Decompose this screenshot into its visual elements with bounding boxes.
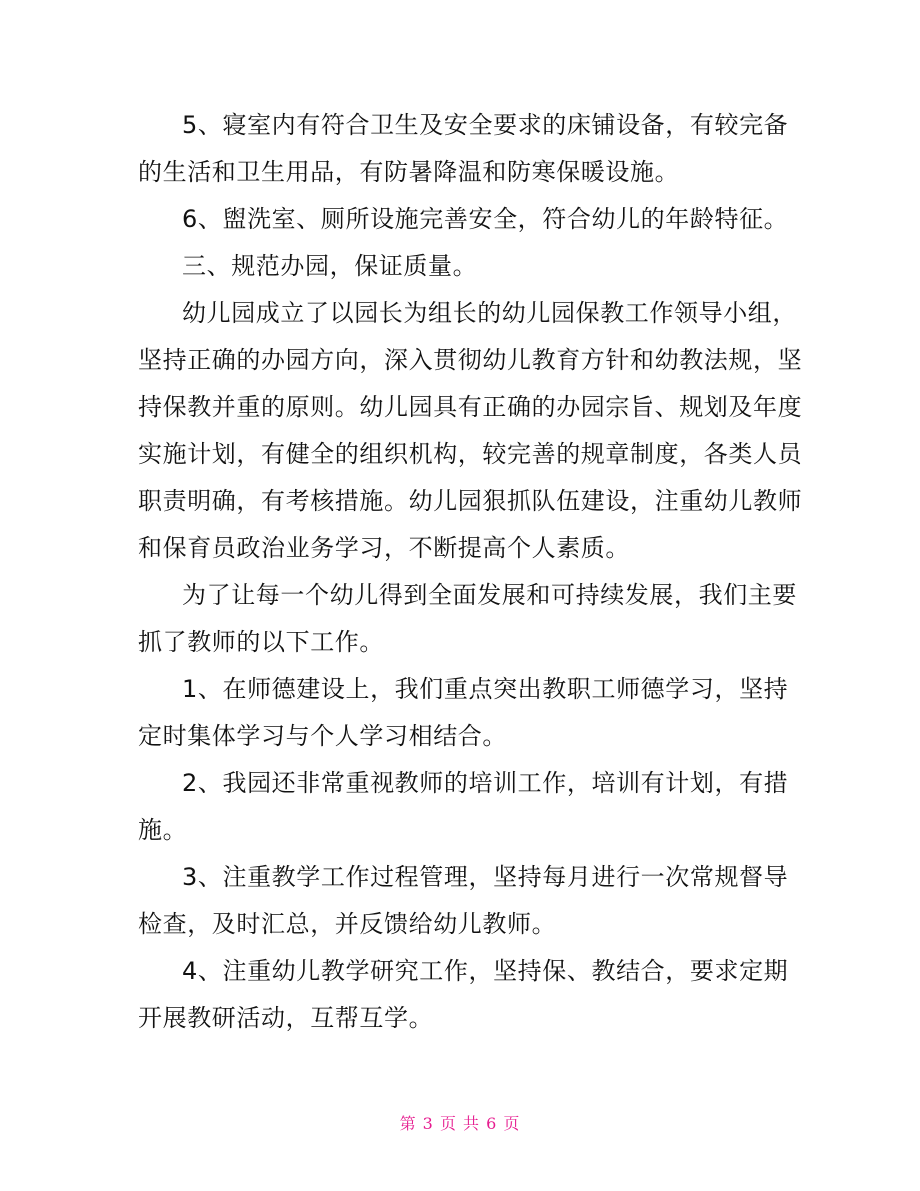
text-line: 的生活和卫生用品，有防暑降温和防寒保暖设施。 [138,158,680,186]
text-line: 职责明确，有考核措施。幼儿园狠抓队伍建设，注重幼儿教师 [138,487,803,515]
text-line: 定时集体学习与个人学习相结合。 [138,722,507,750]
text-line: 4、注重幼儿教学研究工作，坚持保、教结合，要求定期 [182,957,789,985]
text-line: 幼儿园成立了以园长为组长的幼儿园保教工作领导小组， [182,299,797,327]
text-line: 和保育员政治业务学习，不断提高个人素质。 [138,534,630,562]
text-line: 2、我园还非常重视教师的培训工作，培训有计划，有措 [182,769,789,797]
text-line: 检查，及时汇总，并反馈给幼儿教师。 [138,910,557,938]
text-line: 5、寝室内有符合卫生及安全要求的床铺设备，有较完备 [182,111,789,139]
text-line: 实施计划，有健全的组织机构，较完善的规章制度，各类人员 [138,440,803,468]
text-line: 1、在师德建设上，我们重点突出教职工师德学习，坚持 [182,675,789,703]
page-number-footer: 第 3 页 共 6 页 [399,1114,521,1133]
text-line: 为了让每一个幼儿得到全面发展和可持续发展，我们主要 [182,581,797,609]
text-line: 施。 [138,816,188,844]
text-line: 3、注重教学工作过程管理，坚持每月进行一次常规督导 [182,863,789,891]
text-line: 开展教研活动，互帮互学。 [138,1004,434,1032]
section-heading: 三、规范办园，保证质量。 [182,252,478,280]
text-line: 持保教并重的原则。幼儿园具有正确的办园宗旨、规划及年度 [138,393,803,421]
text-line: 抓了教师的以下工作。 [138,628,384,656]
text-line: 6、盥洗室、厕所设施完善安全，符合幼儿的年龄特征。 [182,205,789,233]
text-line: 坚持正确的办园方向，深入贯彻幼儿教育方针和幼教法规，坚 [138,346,803,374]
